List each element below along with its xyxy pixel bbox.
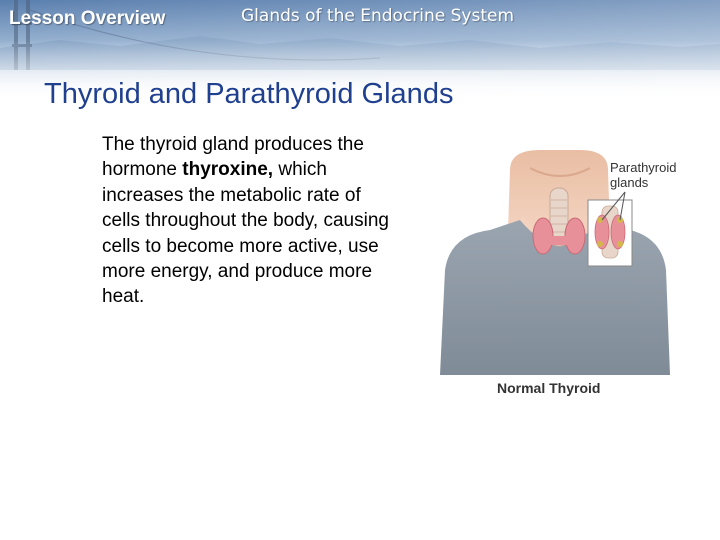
body-text-part: The thyroid gland produces the hormone <box>102 134 364 181</box>
parathyroid-callout <box>610 160 676 190</box>
body-paragraph <box>102 132 402 310</box>
parathyroid-callout-line1: Parathyroid <box>610 160 677 175</box>
section-label: Lesson Overview <box>9 8 166 29</box>
figure-caption: Normal Thyroid <box>497 380 601 396</box>
topic-title: Glands of the Endocrine System <box>241 6 515 26</box>
body-text-part: which increases the metabolic rate of cells throughout the body, causing cells to become more active, use more energy, and produce more heat. <box>102 159 389 308</box>
body-text-bold-term: thyroxine, <box>182 159 274 181</box>
slide-title: Thyroid and Parathyroid Glands <box>44 78 454 110</box>
parathyroid-callout-line2: glands <box>610 175 649 190</box>
